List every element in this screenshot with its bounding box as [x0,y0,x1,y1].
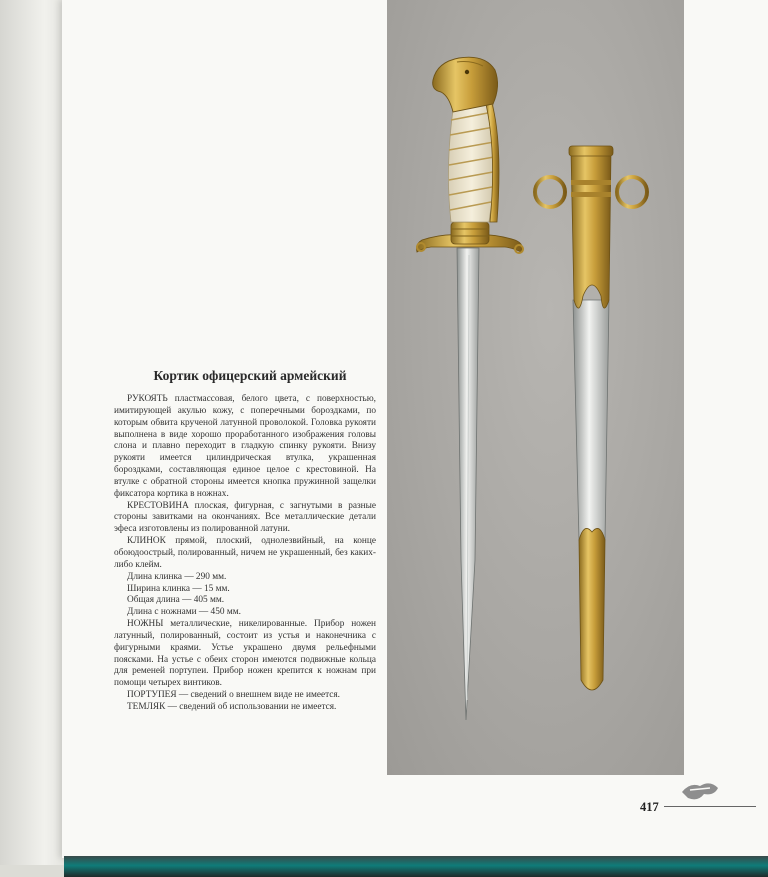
scabbard-ring-left [535,177,565,207]
scabbard-ring-right [617,177,647,207]
dirk [417,57,523,720]
page-number: 417 [640,800,659,814]
pommel-head [433,57,498,112]
spec-overall-length: Общая длина — 405 мм. [127,595,225,606]
corner-emblem-icon [680,778,722,804]
hilt-ferrule [451,222,489,244]
dirk-and-scabbard-illustration [387,0,684,775]
throat-top [569,146,613,156]
spec-length-with-scabbard: Длина с ножнами — 450 мм. [127,607,241,618]
scabbard-throat [571,150,611,308]
scabbard-body [573,300,609,540]
spec-blade-width: Ширина клинка — 15 мм. [127,583,230,594]
paragraph-belt: ПОРТУПЕЯ — сведений о внешнем виде не имеется. [127,690,341,701]
pommel-eye [465,70,469,74]
footer-rule [664,806,756,807]
spec-blade-length: Длина клинка — 290 мм. [127,571,227,582]
article-body [114,394,376,714]
facing-page-edge [0,0,64,865]
paragraph-blade: КЛИНОК прямой, плоский, однолезвийный, на конце обоюдоострый, полированный, ничем не украшенный, без каких-либо клейм. [114,536,376,570]
paragraph-knot: ТЕМЛЯК — сведений об использовании не имеется. [127,701,337,712]
throat-band [571,180,611,185]
dirk-photograph [387,0,684,775]
paragraph-crossguard: КРЕСТОВИНА плоская, фигурная, с загнутыми в разные стороны завитками на окончаниях. Все металлические детали эфеса изготовлены из полированной латуни. [114,500,376,535]
paragraph-handle: РУКОЯТЬ пластмассовая, белого цвета, с поверхностью, имитирующей акулью кожу, с поперечными бороздками, по которым обвита крученой латунной проволокой. Головка рукояти выполнена в виде хорошо проработанного изображения головы слона и плавно переходит в гладкую спинку рукояти. Внизу рукояти имеется цилиндрическая втулка, украшенная бороздками, составляющая единое целое с крестовиной. На втулке с обратной стороны имеется кнопка пружинной защелки фиксатора кортика в ножнах. [114,394,376,499]
book-cover-edge [64,856,768,877]
scabbard [535,146,647,690]
scabbard-chape [579,528,605,690]
article-title: Кортик офицерский армейский [153,368,347,383]
paragraph-scabbard: НОЖНЫ металлические, никелированные. Прибор ножен латунный, полированный, состоит из устья и наконечника с фигурными краями. Устье украшено двумя рельефными поясками. На устье с обеих сторон имеются подвижные кольца для ременей портупеи. Прибор ножен крепится к ножнам при помощи четырех винтиков. [114,619,376,689]
throat-band [571,192,611,197]
